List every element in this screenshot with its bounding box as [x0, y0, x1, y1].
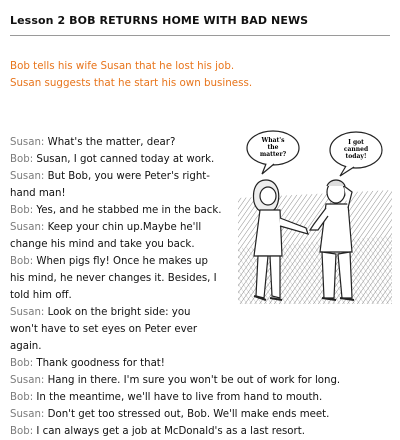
lesson-title: Lesson 2 BOB RETURNS HOME WITH BAD NEWS [10, 14, 309, 27]
speaker-label: Bob: [10, 205, 34, 216]
dialogue-line [10, 389, 390, 406]
dialogue-line [10, 304, 220, 355]
speaker-label: Susan: [10, 375, 45, 386]
speaker-label: Bob: [10, 154, 34, 165]
bubble-left-line: What's [261, 137, 285, 144]
dialogue-text: Look on the bright side: you won't have to set eyes on Peter ever again. [10, 307, 198, 352]
dialogue-text: Keep your chin up.Maybe he'll change his mind and take you back. [10, 222, 202, 250]
summary-line: Bob tells his wife Susan that he lost his job. [10, 60, 235, 72]
speaker-label: Bob: [10, 358, 34, 369]
speaker-label: Susan: [10, 137, 45, 148]
dialogue-text: I can always get a job at McDonald's as a last resort. [36, 426, 305, 437]
bubble-left-line: the [267, 144, 279, 151]
bubble-right-line: today! [345, 153, 367, 160]
dialogue-line [10, 151, 390, 168]
dialogue-line [10, 168, 220, 202]
speaker-label: Susan: [10, 307, 45, 318]
dialogue-text: Hang in there. I'm sure you won't be out of work for long. [47, 375, 341, 386]
speaker-label: Susan: [10, 171, 45, 182]
title-divider [10, 35, 390, 36]
dialogue-text: In the meantime, we'll have to live from hand to mouth. [36, 392, 323, 403]
dialogue-text: When pigs fly! Once he makes up his mind, he never changes it. Besides, I told him off. [10, 256, 217, 301]
dialogue-line [10, 423, 390, 440]
dialogue-line [10, 202, 390, 219]
bubble-left-line: matter? [259, 151, 287, 158]
dialogue-text: Yes, and he stabbed me in the back. [36, 205, 222, 216]
dialogue-line [10, 219, 220, 253]
lesson-summary [10, 58, 340, 92]
summary-line: Susan suggests that he start his own business. [10, 77, 253, 89]
speaker-label: Bob: [10, 256, 34, 267]
speaker-label: Bob: [10, 392, 34, 403]
dialogue-text: But Bob, you were Peter's right-hand man! [10, 171, 210, 199]
bubble-right-line: canned [343, 146, 369, 153]
dialogue-line [10, 253, 220, 304]
dialogue-text: Don't get too stressed out, Bob. We'll make ends meet. [47, 409, 330, 420]
dialogue-line [10, 372, 390, 389]
dialogue-text: Susan, I got canned today at work. [36, 154, 215, 165]
dialogue [10, 134, 390, 440]
speaker-label: Susan: [10, 222, 45, 233]
bubble-right-line: I got [348, 139, 364, 146]
speaker-label: Susan: [10, 409, 45, 420]
dialogue-line [10, 134, 390, 151]
speaker-label: Bob: [10, 426, 34, 437]
dialogue-text: Thank goodness for that! [36, 358, 165, 369]
dialogue-line [10, 406, 390, 423]
dialogue-line [10, 355, 390, 372]
dialogue-text: What's the matter, dear? [47, 137, 176, 148]
